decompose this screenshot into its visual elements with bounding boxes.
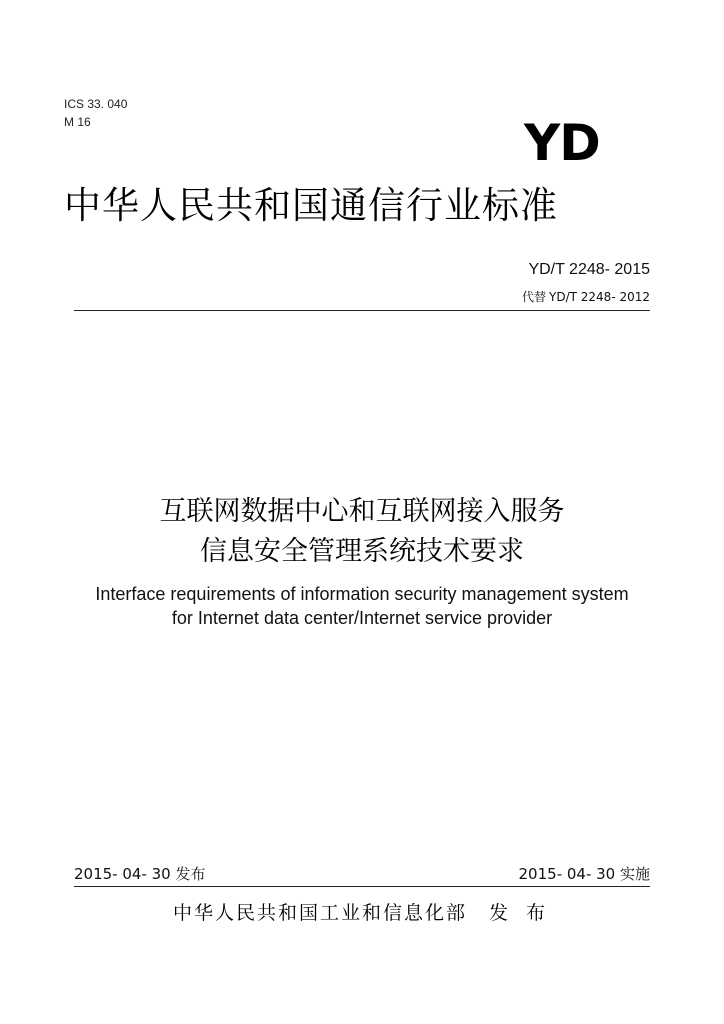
implementation-date: 2015- 04- 30 实施 (518, 865, 650, 883)
issue-date: 2015- 04- 30 发布 (74, 865, 206, 883)
ccs-code: M 16 (64, 115, 91, 129)
header-divider (74, 310, 650, 311)
replaces-label: 代替 (522, 290, 547, 304)
title-cn-line1: 互联网数据中心和互联网接入服务 (159, 496, 565, 527)
footer-divider (74, 886, 650, 887)
publisher-action: 发 布 (488, 902, 552, 924)
standard-number: YD/T 2248- 2015 (528, 261, 650, 278)
title-en-line2: for Internet data center/Internet service provider (171, 608, 553, 628)
publisher-name: 中华人民共和国工业和信息化部 (172, 902, 467, 924)
standard-type-heading: 中华人民共和国通信行业标准 (64, 184, 558, 227)
publisher (0, 901, 724, 925)
ics-code: ICS 33. 040 (64, 97, 128, 111)
title-en-line1: Interface requirements of information security management system (95, 584, 629, 604)
title-cn-line2: 信息安全管理系统技术要求 (200, 536, 524, 567)
replaces-standard (522, 290, 650, 304)
replaces-number: YD/T 2248- 2012 (549, 290, 650, 304)
yd-logo: YD (524, 114, 600, 172)
